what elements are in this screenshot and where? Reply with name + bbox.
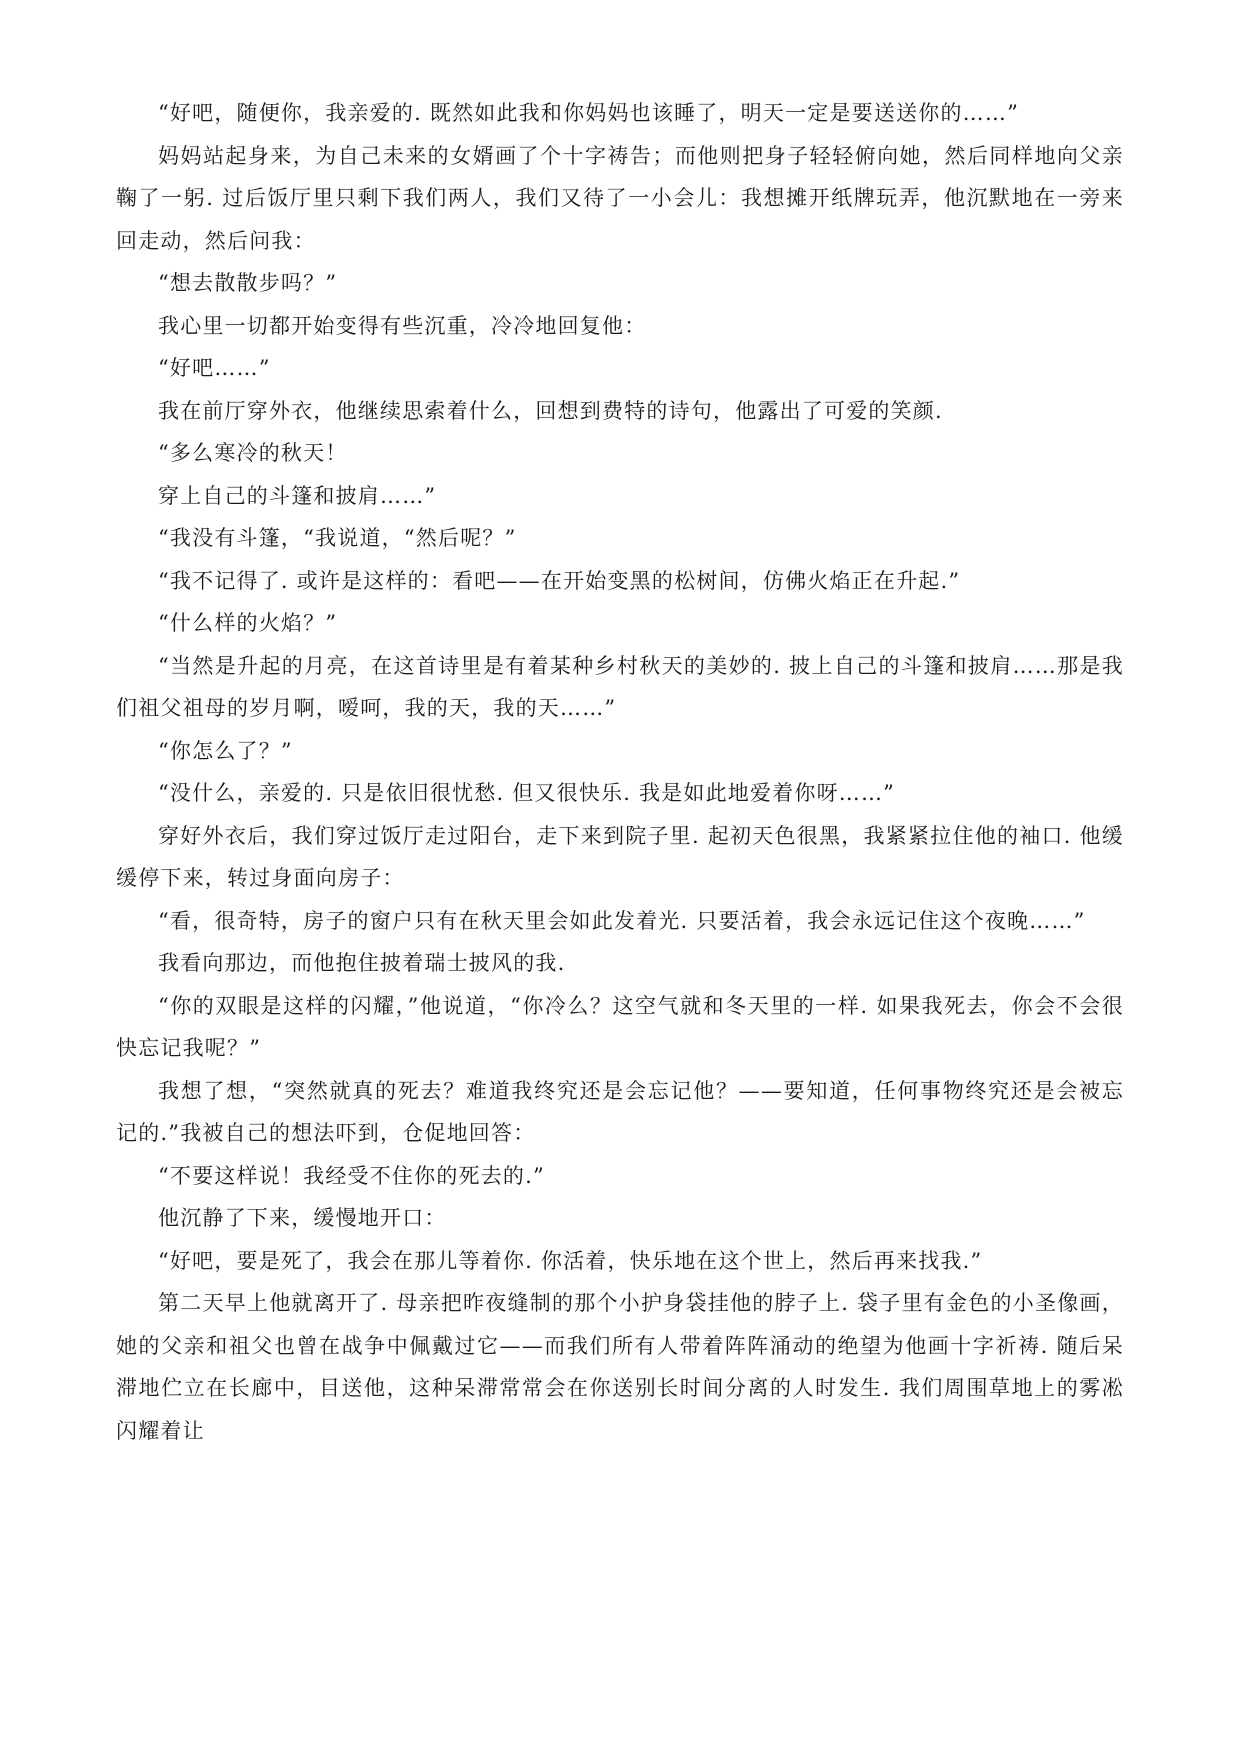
paragraph-16: “看，很奇特，房子的窗户只有在秋天里会如此发着光. 只要活着，我会永远记住这个夜晚……” xyxy=(158,908,1086,933)
paragraph-8: 穿上自己的斗篷和披肩……” xyxy=(158,483,437,508)
paragraph-22: “好吧，要是死了，我会在那儿等着你. 你活着，快乐地在这个世上，然后再来找我.” xyxy=(158,1248,983,1273)
story-text xyxy=(116,92,1124,1452)
paragraph-3: “想去散散步吗？” xyxy=(158,271,338,295)
paragraph-19: 我想了想，“突然就真的死去？难道我终究还是会忘记他？——要知道，任何事物终究还是会被忘记的.”我被自己的想法吓到，仓促地回答： xyxy=(116,1078,1124,1145)
paragraph-9: “我没有斗篷，“我说道，“然后呢？” xyxy=(158,526,517,550)
paragraph-6: 我在前厅穿外衣，他继续思索着什么，回想到费特的诗句，他露出了可爱的笑颜. xyxy=(158,398,943,423)
paragraph-10: “我不记得了. 或许是这样的：看吧——在开始变黑的松树间，仿佛火焰正在升起.” xyxy=(158,568,961,593)
paragraph-1: “好吧，随便你，我亲爱的. 既然如此我和你妈妈也该睡了，明天一定是要送送你的……” xyxy=(158,101,1020,125)
paragraph-12: “当然是升起的月亮，在这首诗里是有着某种乡村秋天的美妙的. 披上自己的斗篷和披肩……那是我们祖父祖母的岁月啊，嗳呵，我的天，我的天……” xyxy=(116,653,1124,720)
paragraph-5: “好吧……” xyxy=(158,356,271,380)
paragraph-23: 第二天早上他就离开了. 母亲把昨夜缝制的那个小护身袋挂他的脖子上. 袋子里有金色的小圣像画，她的父亲和祖父也曾在战争中佩戴过它——而我们所有人带着阵阵涌动的绝望为他画十字祈祷. 随后呆滞地伫立在长廊中，目送他，这种呆滞常常会在你送别长时间分离的人时发生. 我们周围草地上的雾凇闪耀着让 xyxy=(116,1291,1124,1443)
paragraph-7: “多么寒冷的秋天！ xyxy=(158,441,348,465)
paragraph-11: “什么样的火焰？” xyxy=(158,611,338,635)
paragraph-13: “你怎么了？” xyxy=(158,738,293,763)
paragraph-15: 穿好外衣后，我们穿过饭厅走过阳台，走下来到院子里. 起初天色很黑，我紧紧拉住他的袖口. 他缓缓停下来，转过身面向房子： xyxy=(116,823,1124,890)
paragraph-14: “没什么，亲爱的. 只是依旧很忧愁. 但又很快乐. 我是如此地爱着你呀……” xyxy=(158,781,896,805)
paragraph-4: 我心里一切都开始变得有些沉重，冷冷地回复他： xyxy=(158,313,647,338)
paragraph-2: 妈妈站起身来，为自己未来的女婿画了个十字祷告；而他则把身子轻轻俯向她，然后同样地向父亲鞠了一躬. 过后饭厅里只剩下我们两人，我们又待了一小会儿：我想摊开纸牌玩弄，他沉默地在一旁来回走动，然后问我： xyxy=(116,143,1124,253)
paragraph-20: “不要这样说！我经受不住你的死去的.” xyxy=(158,1163,545,1188)
paragraph-21: 他沉静了下来，缓慢地开口： xyxy=(158,1206,447,1230)
paragraph-18: “你的双眼是这样的闪耀，”他说道，“你冷么？这空气就和冬天里的一样. 如果我死去，你会不会很快忘记我呢？” xyxy=(116,993,1124,1060)
paragraph-17: 我看向那边，而他抱住披着瑞士披风的我. xyxy=(158,951,566,975)
